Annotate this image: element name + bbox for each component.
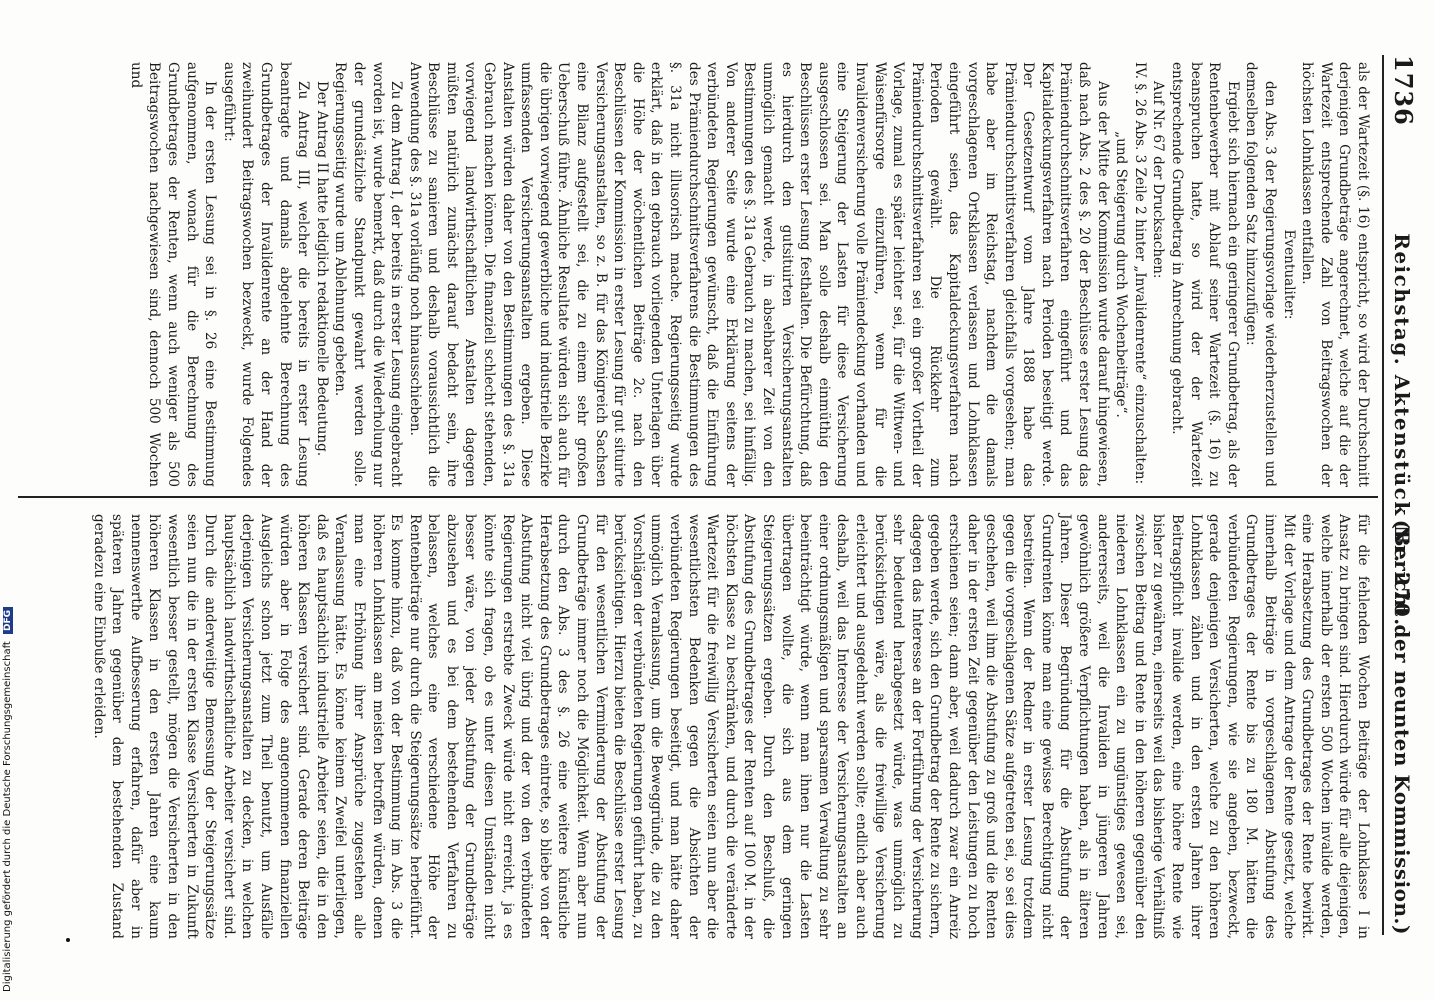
paragraph: Aus der Mitte der Kommission wurde darauf hingewiesen, daß nach Abs. 2 des §. 20 der Beschlüsse erster Lesung das Prämiendurchschnittsverfahren eingeführt und das Kapitaldeckungsverfahren nach Perioden beseitigt werde. Der Gesetzentwurf vom Jahre 1888 habe das Prämiendurchschnittsverfahren gleichfalls vorgesehen; man habe aber im Reichstag, nachdem die damals vorgeschlagenen Ortsklassen verlassen und Lohnklassen eingeführt seien, das Kapitaldeckungsverfahren nach Perioden gewählt. Die Rückkehr zum Prämiendurchschnittsverfahren sei ein großer Vortheil der Vorlage, zumal es später leichter sei, für die Wittwen- und Waisenfürsorge einzuführen, wenn für die Invalidenversicherung volle Prämiendeckung vorhanden und eine Steigerung der Lasten für diese Versicherung ausgeschlossen sei. Man solle deshalb einmüthig den Beschlüssen erster Lesung festhalten. Die Befürchtung, daß es hierdurch den gutsituirten Versicherungsanstalten unmöglich gemacht werde, in absehbarer Zeit von den Bestimmungen des §. 31a Gebrauch zu machen, sei hinfällig. Von anderer Seite wurde eine Erklärung seitens der verbündeten Regierungen gewünscht, daß die Einführung des Prämiendurchschnittsverfahrens die Bestimmungen des §. 31a nicht illusorisch mache. Regierungsseitig wurde erklärt, daß in den gebrauch vorliegenden Unterlagen über die Höhe der wöchentlichen Beiträge 2c. nach den Beschlüssen der Kommission in erster Lesung für gut situirte Versicherungsanstalten, so z. B. für das Königreich Sachsen eine Bilanz aufgestellt sei, die zu einem sehr großen Ueberschuß führe. Ähnliche Resultate würden sich auch für die übrigen vorwiegend gewerbliche und industrielle Bezirke umfassenden Versicherungsanstalten ergeben. Diese Anstalten würden daher von den Bestimmungen des §. 31a Gebrauch machen können. Die finanziell schlecht stehenden, vorwiegend landwirthschaftlichen Anstalten dagegen müßten natürlich zunächst darauf bedacht sein, ihre Beschlüsse zu sanieren und deshalb voraussichtlich die Anwendung des §. 31a vorläufig noch hinausschieben.: [406, 62, 1111, 487]
margin-dot: [66, 938, 70, 942]
column-divider: [18, 496, 1378, 498]
paragraph: Zu dem Antrag I, der bereits in erster Lesung eingebracht worden ist, wurde bemerkt, daß durch die Wiederholung nur der grundsätzliche Standpunkt gewahrt werden solle. Regierungsseitig wurde um Ablehnung gebeten.: [332, 62, 405, 487]
page-number: 1736: [1389, 55, 1418, 126]
paragraph: In der ersten Lesung sei in §. 26 eine Bestimmung aufgenommen, wonach für die Berechnung des Grundbetrages der Renten, wenn auch weniger als 500 Beitragswochen nachgewiesen sind, dennoch 500 Wochen und: [127, 62, 219, 487]
left-column: [126, 62, 1372, 487]
paragraph: als der Wartezeit (§. 16) entspricht, so wird der Durchschnitt derjenigen Grundbeträge angerechnet, welche auf die der Wartezeit entsprechende Zahl von Beitragswochen der höchsten Lohnklassen entfallen.: [1299, 62, 1371, 487]
header-rule: [1382, 55, 1384, 935]
paragraph: den Abs. 3 der Regierungsvorlage wiederherzustellen und demselben folgenden Satz hinzuzufügen:: [1243, 62, 1279, 487]
page-header: [1386, 55, 1420, 935]
paragraph: Zu Antrag III, welcher die bereits in erster Lesung beantragte und damals abgelehnte Berechnung des Grundbetrages der Invalidenrente an der Hand der zweihundert Beitragswochen bezweckt, wurde Folgendes ausgeführt:: [220, 62, 312, 487]
right-column: [89, 514, 1372, 939]
paragraph: IV. §. 26 Abs. 3 Zeile 2 hinter „Invalidenrente“ einzuschalten:: [1131, 62, 1148, 485]
paragraph: Eventualiter:: [1280, 229, 1297, 320]
paragraph: für die fehlenden Wochen Beiträge der Lohnklasse I in Ansatz zu bringen sind. Hierdurch würde für alle diejenigen, welche innerhalb der ersten 500 Wochen invalide werden, eine Herabsetzung des Grundbetrages der Rente bewirkt. Mit der Vorlage und dem Antrage der Rente gesetzt, welche innerhalb Beiträge in vorgeschlagenen Abstufung des Grundbetrages der Rente bis zu 180 M. hätten die verbündeten Regierungen, wie sie angeben, bezweckt, gerade denjenigen Versicherten, welche zu den höheren Lohnklassen zählen und in den ersten Jahren ihrer Beitragspflicht invalide werden, eine höhere Rente wie bisher zu gewähren, einerseits weil das bisherige Verhältniß zwischen Beitrag und Rente in den höheren gegenüber den niederen Lohnklassen ein zu ungünstiges gewesen sei, andererseits, weil die Invaliden in jüngeren Jahren gewöhnlich größere Verpflichtungen haben, als in älteren Jahren. Dieser Begründung für die Abstufung der Grundrenten könne man eine gewisse Berechtigung nicht bestreiten. Wenn der Redner in erster Lesung trotzdem gegen die vorgeschlagenen Sätze aufgetreten sei, so sei dies geschehen, weil ihm die Abstufung zu groß und die Renten daher in der ersten Zeit gegenüber den Leistungen zu hoch erschienen seien; dann aber, weil dadurch zwar ein Anreiz gegeben werde, sich den Grundbetrag der Rente zu sichern, dagegen das Interesse an der Fortführung der Versicherung sehr bedeutend herabgesetzt würde, was unmöglich zu berücksichtigen wäre, als die freiwillige Versicherung erleichtert und ausgedehnt werden sollte; endlich aber auch deshalb, weil das Interesse der Versicherungsanstalten an einer ordnungsmäßigen und sparsamen Verwaltung zu sehr beeinträchtigt würde, wenn man ihnen nur die Lasten übertragen wollte, die sich aus dem geringen Steigerungssätzen ergeben. Durch den Beschluß, die Abstufung des Grundbetrages der Renten auf 100 M. in der höchsten Klasse zu beschränken, und durch die veränderte Wartezeit für die freiwillig Versicherten seien nun aber die wesentlichsten Bedenken gegen die Absichten der verbündeten Regierungen beseitigt, und man hätte daher unmöglich Veranlassung, um die Beweggründe, die zu den Vorschlägen der verbündeten Regierungen geführt haben, zu berücksichtigen. Hierzu bieten die Beschlüsse erster Lesung für den wesentlichen Verminderung der Abstufung der Grundbeträge immer noch die Möglichkeit. Wenn aber nun durch den Abs. 3 des §. 26 eine weitere künstliche Herabsetzung des Grundbetrages eintrete, so bliebe von der Abstufung nicht viel übrig und der von den verbündeten Regierungen erstrebte Zweck würde nicht erreicht, ja es könnte sich fragen, ob es unter diesen Umständen nicht besser wäre, von jeder Abstufung der Grundbeträge abzusehen und es bei dem bestehenden Verfahren zu belassen, welches eine verschiedene Höhe der Rentenbeiträge nur durch die Steigerungssätze herbeiführt. Es komme hinzu, daß von der Bestimmung im Abs. 3 die höheren Lohnklassen am meisten betroffen würden, denen man eine Erhöhung ihrer Ansprüche zugestehen alle Veranlassung hätte. Es könne keinem Zweifel unterliegen, daß es hauptsächlich industrielle Arbeiter seien, die in den höheren Klassen versichert sind. Gerade deren Beiträge würden aber in Folge des angenommenen finanziellen Ausgleichs schon jetzt zum Theil benutzt, um Ausfälle derjenigen Versicherungsanstalten zu decken, in welchen hauptsächlich landwirthschaftliche Arbeiter versichert sind. Durch die anderweitige Bemessung der Steigerungssätze seien nun die in der ersten Klasse Versicherten in Zukunft wesentlich besser gestellt, mögen die Versicherten in den höheren Klassen in den ersten Jahren eine kaum nennenswerthe Aufbesserung erfahren, dafür aber in späteren Jahren gegenüber dem bestehenden Zustand geradezu eine Einbuße erleiden.: [90, 514, 1371, 939]
section-title: (Bericht der neunten Kommission.): [1390, 519, 1414, 935]
paragraph: Der Antrag II hatte lediglich redaktionelle Bedeutung.: [313, 81, 330, 457]
paragraph: Auf Nr. 67 der Drucksachen:: [1150, 81, 1167, 279]
running-title: Reichstag. Aktenstück Nr. 270.: [1390, 233, 1414, 627]
paragraph: Ergiebt sich hiernach ein geringerer Grundbetrag, als der Rentenbewerber mit Ablauf seiner Wartezeit (§. 16) zu beanspruchen hatte, so wird der der Wartezeit entsprechende Grundbetrag in Anrechnung gebracht.: [1169, 62, 1241, 487]
dfg-logo: DFG: [3, 607, 13, 634]
paragraph: „und Steigerung durch Wochenbeiträge“.: [1113, 131, 1130, 418]
credit-text: Digitalisierung gefördert durch die Deutsche Forschungsgemeinschaft: [2, 641, 13, 992]
digitization-credit: [2, 607, 13, 992]
